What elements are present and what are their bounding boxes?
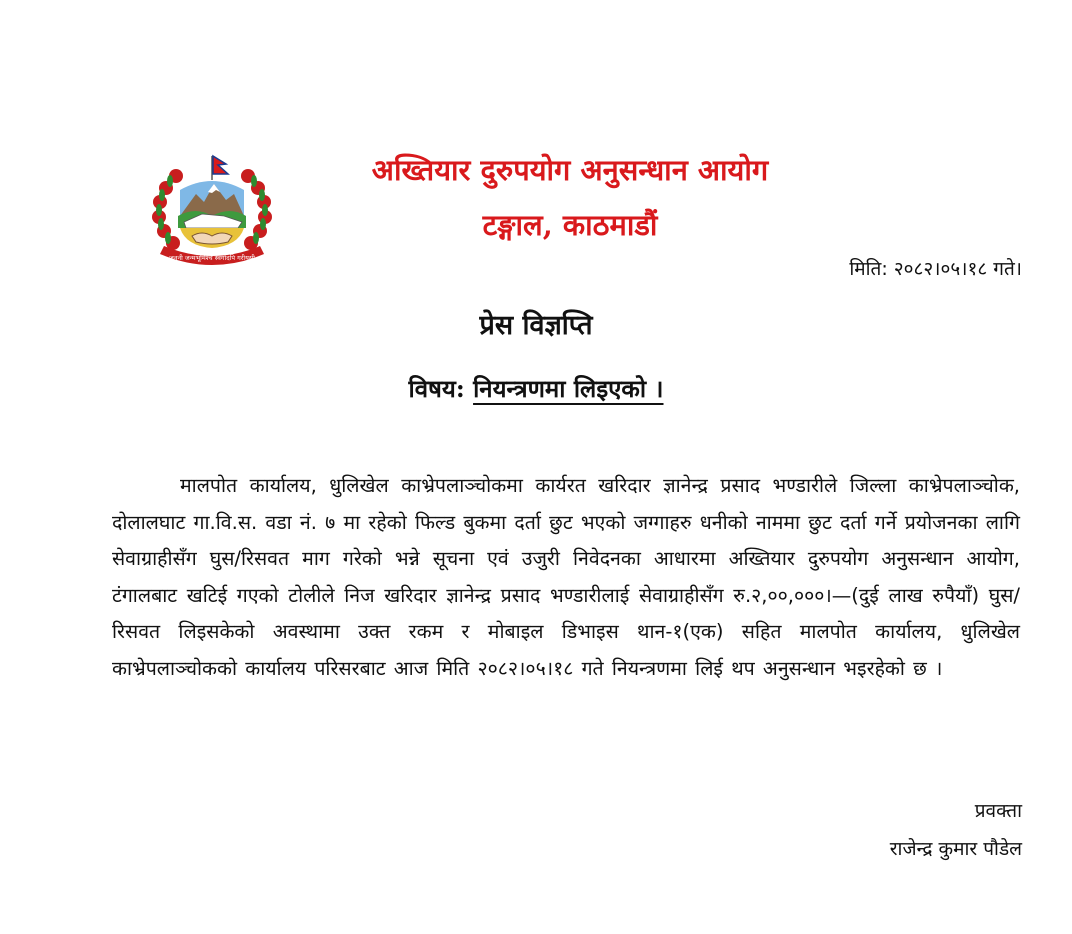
subject-value: नियन्त्रणमा लिइएको ।	[473, 374, 664, 403]
signature-role: प्रवक्ता	[974, 800, 1022, 822]
svg-text:जननी जन्मभूमिश्च स्वर्गादपि गर: जननी जन्मभूमिश्च स्वर्गादपि गरीयसी	[169, 254, 255, 262]
subject-line	[0, 372, 1072, 405]
government-emblem-icon	[146, 150, 278, 272]
organization-location: टङ्गाल, काठमाडौं	[482, 208, 658, 242]
body-paragraph: मालपोत कार्यालय, धुलिखेल काभ्रेपलाञ्चोकमा कार्यरत खरिदार ज्ञानेन्द्र प्रसाद भण्डारीले जिल्ला काभ्रेपलाञ्चोक, दोलालघाट गा.वि.स. वडा नं. ७ मा रहेको फिल्ड बुकमा दर्ता छुट भएको जग्गाहरु धनीको नाममा छुट दर्ता गर्ने प्रयोजनका लागि सेवाग्राहीसँग घुस/रिसवत माग गरेको भन्ने सूचना एवं उजुरी निवेदनका आधारमा अख्तियार दुरुपयोग अनुसन्धान आयोग, टंगालबाट खटिई गएको टोलीले निज खरिदार ज्ञानेन्द्र प्रसाद भण्डारीलाई सेवाग्राहीसँग रु.२,००,०००।—(दुई लाख रुपैयाँ) घुस/रिसवत लिइसकेको अवस्थामा उक्त रकम र मोबाइल डिभाइस थान-१(एक) सहित मालपोत कार्यालय, धुलिखेल काभ्रेपलाञ्चोकको कार्यालय परिसरबाट आज मिति २०८२।०५।१८ गते नियन्त्रणमा लिई थप अनुसन्धान भइरहेको छ ।	[112, 474, 1020, 680]
date-line: मिति: २०८२।०५।१८ गते।	[849, 258, 1022, 280]
signature-name: राजेन्द्र कुमार पौडेल	[889, 838, 1022, 860]
press-release-heading: प्रेस विज्ञप्ति	[479, 310, 593, 341]
subject-label: विषय:	[408, 374, 465, 403]
organization-name: अख्तियार दुरुपयोग अनुसन्धान आयोग	[371, 153, 769, 187]
